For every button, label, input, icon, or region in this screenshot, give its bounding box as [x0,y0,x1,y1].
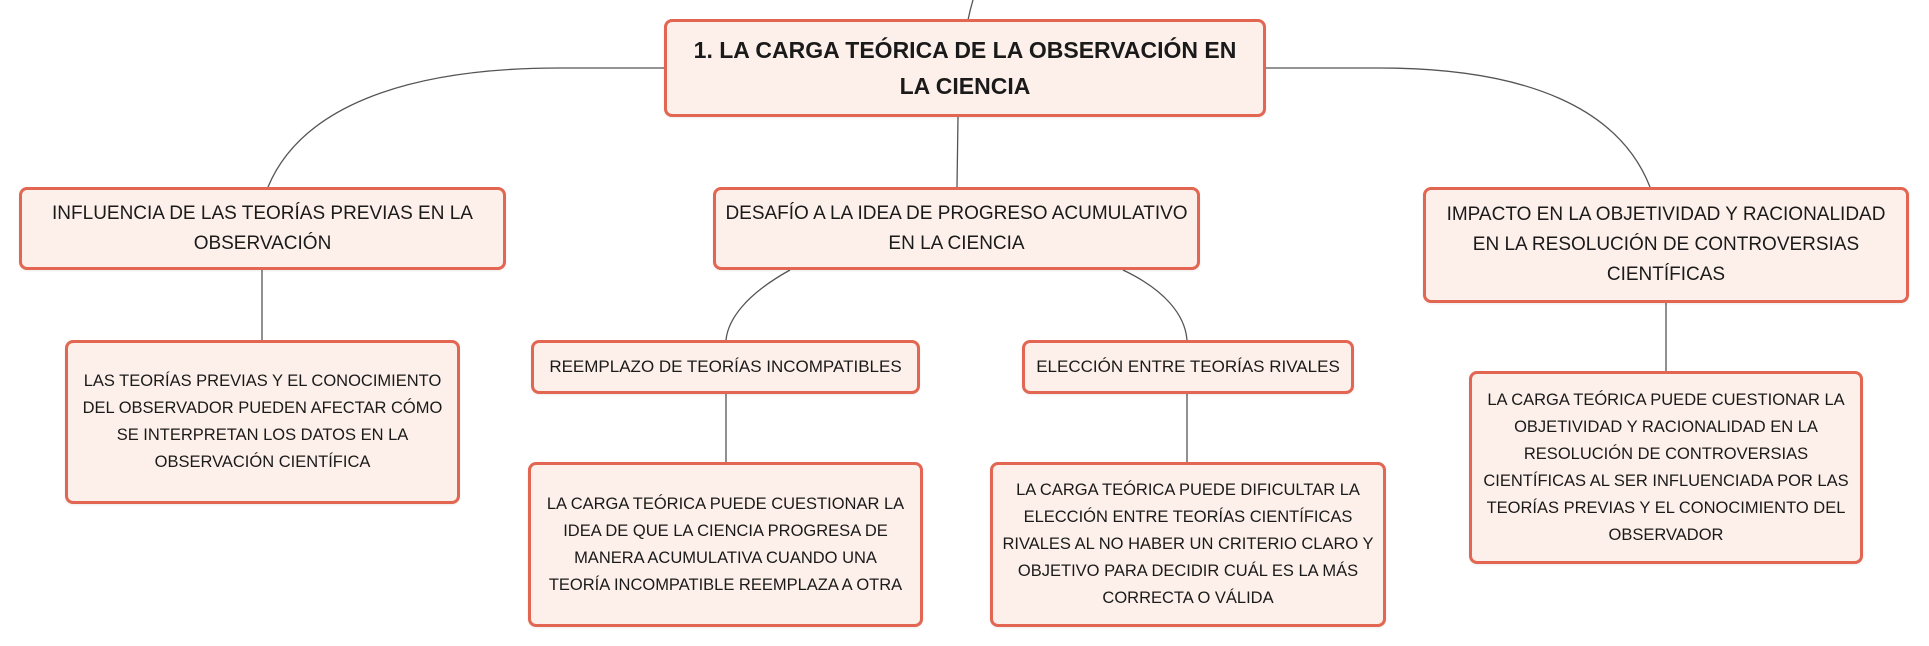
subtopic-reemplazo[interactable] [531,340,920,394]
detail-influencia-text: LAS TEORÍAS PREVIAS Y EL CONOCIMIENTO DEL OBSERVADOR PUEDEN AFECTAR CÓMO SE INTERPRETAN LOS DATOS EN LA OBSERVACIÓN CIENTÍFICA [82,372,443,471]
connector-root-to-branch-desafio [957,117,958,187]
detail-reemplazo[interactable] [528,462,923,627]
detail-reemplazo-text: LA CARGA TEÓRICA PUEDE CUESTIONAR LA IDEA DE QUE LA CIENCIA PROGRESA DE MANERA ACUMULATIVA CUANDO UNA TEORÍA INCOMPATIBLE REEMPLAZA A OTRA [546,494,905,594]
subtopic-eleccion[interactable] [1022,340,1354,394]
detail-impacto-text: LA CARGA TEÓRICA PUEDE CUESTIONAR LA OBJETIVIDAD Y RACIONALIDAD EN LA RESOLUCIÓN DE CONTROVERSIAS CIENTÍFICAS AL SER INFLUENCIADA POR LAS TEORÍAS PREVIAS Y EL CONOCIMIENTO DEL OBSERVADOR [1483,390,1849,544]
detail-impacto[interactable] [1469,371,1863,564]
detail-eleccion[interactable] [990,462,1386,627]
branch-influencia-label: INFLUENCIA DE LAS TEORÍAS PREVIAS EN LA OBSERVACIÓN [52,202,473,254]
branch-influencia[interactable] [19,187,506,270]
subtopic-eleccion-label: ELECCIÓN ENTRE TEORÍAS RIVALES [1036,357,1340,376]
root-topic[interactable] [664,19,1266,117]
branch-impacto[interactable] [1423,187,1909,303]
detail-influencia[interactable] [65,340,460,504]
connector-desafio-to-eleccion [1123,270,1187,340]
connector-root-to-branch-impacto [1265,68,1650,187]
root-topic-label: 1. LA CARGA TEÓRICA DE LA OBSERVACIÓN EN LA CIENCIA [693,37,1237,99]
branch-desafio-label: DESAFÍO A LA IDEA DE PROGRESO ACUMULATIVO EN LA CIENCIA [725,202,1188,254]
connector-root-to-branch-influencia [268,68,665,187]
connector-desafio-to-reemplazo [726,270,790,340]
branch-desafio[interactable] [713,187,1200,270]
branch-impacto-label: IMPACTO EN LA OBJETIVIDAD Y RACIONALIDAD EN LA RESOLUCIÓN DE CONTROVERSIAS CIENTÍFICAS [1446,204,1886,285]
subtopic-reemplazo-label: REEMPLAZO DE TEORÍAS INCOMPATIBLES [549,357,902,376]
connector-parent-to-root [968,0,973,20]
detail-eleccion-text: LA CARGA TEÓRICA PUEDE DIFICULTAR LA ELECCIÓN ENTRE TEORÍAS CIENTÍFICAS RIVALES AL NO HABER UN CRITERIO CLARO Y OBJETIVO PARA DECIDIR CUÁL ES LA MÁS CORRECTA O VÁLIDA [1002,481,1374,607]
